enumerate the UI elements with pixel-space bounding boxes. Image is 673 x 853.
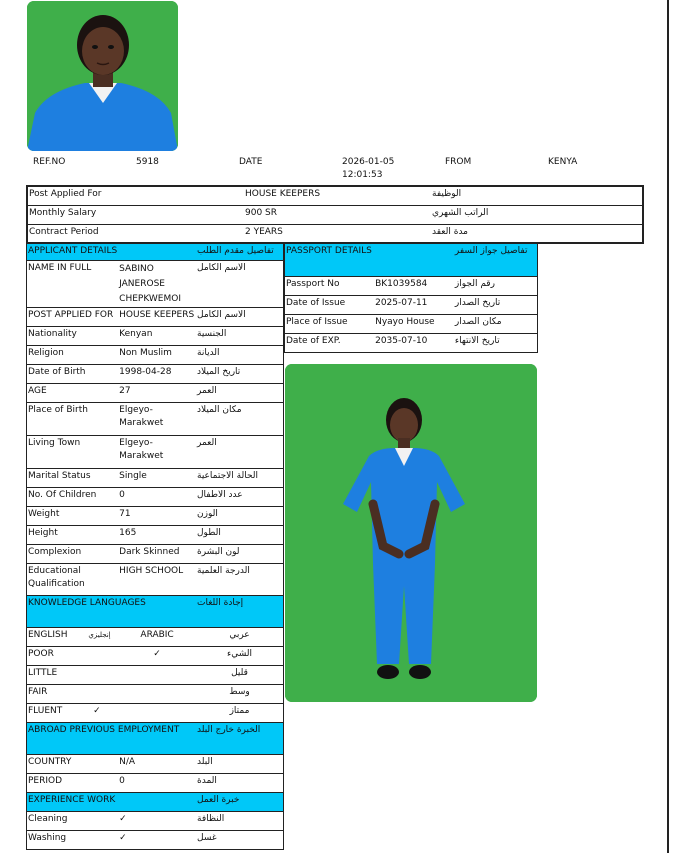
applicant-row [27,365,284,384]
applicant-row-label: Place of Birth [27,403,119,436]
language-level-label: LITTLE [27,666,119,685]
applicant-row-ar: الاسم الكامل [196,261,284,308]
applicant-row-ar: تاريخ الميلاد [196,365,284,384]
applicant-section-ar: تفاصيل مقدم الطلب [196,244,284,261]
passport-ar: رقم الجواز [454,277,538,296]
from-value: KENYA [548,157,578,167]
abroad-period-row [27,774,284,793]
applicant-row [27,526,284,545]
passport-ar: مكان الصدار [454,315,538,334]
salary-row [27,205,643,224]
applicant-row-label: Nationality [27,327,119,346]
passport-row [285,315,538,334]
post-ar: الوظيفة [431,186,643,205]
applicant-row-label: Educational Qualification [27,564,119,596]
passport-table [284,243,538,353]
language-level-ar: وسط [196,685,284,704]
portrait-photo [27,1,178,151]
passport-row [285,334,538,353]
passport-row [285,277,538,296]
applicant-row-value: 1998-04-28 [118,365,196,384]
language-level-ar: قليل [196,666,284,685]
applicant-row [27,308,284,327]
applicant-row-ar: الديانة [196,346,284,365]
applicant-row-ar: الحالة الاجتماعية [196,469,284,488]
experience-value: ✓ [118,831,196,850]
applicant-row-label: Height [27,526,119,545]
applicant-section-label: APPLICANT DETAILS [27,244,197,261]
language-level-row [27,704,284,723]
period-value: 0 [118,774,196,793]
languages-column-header [27,628,284,647]
passport-section-header [285,244,538,277]
applicant-row [27,488,284,507]
country-ar: البلد [196,755,284,774]
reference-header [0,156,673,184]
language-level-arabic [118,685,196,704]
language-level-row [27,666,284,685]
ref-label: REF.NO [33,157,66,167]
abroad-section-ar: الخبرة خارج البلد [196,723,284,755]
abroad-country-row [27,755,284,774]
applicant-row-value: Elgeyo-Marakwet [118,403,196,436]
contract-value: 2 YEARS [244,224,431,243]
experience-row [27,812,284,831]
date-value-time: 12:01:53 [342,170,383,180]
passport-label: Date of Issue [285,296,375,315]
post-row [27,186,643,205]
passport-value: BK1039584 [374,277,454,296]
applicant-row-label: POST APPLIED FOR [27,308,119,327]
applicant-row [27,346,284,365]
language-level-arabic [118,704,196,723]
passport-ar: تاريخ الصدار [454,296,538,315]
applicant-row [27,564,284,596]
date-label: DATE [239,157,263,167]
applicant-row-value: SABINO JANEROSE CHEPKWEMOI [118,261,196,308]
applicant-row-value: Non Muslim [118,346,196,365]
applicant-row [27,403,284,436]
applicant-row-value: 27 [118,384,196,403]
contract-row [27,224,643,243]
languages-section-ar: إجادة اللغات [196,596,284,628]
applicant-row-ar: لون البشرة [196,545,284,564]
country-value: N/A [118,755,196,774]
languages-section-label: KNOWLEDGE LANGUAGES [27,596,197,628]
from-label: FROM [445,157,472,167]
applicant-row [27,545,284,564]
passport-section-ar: تفاصيل جواز السفر [454,244,538,277]
language-level-fluent [27,704,119,723]
arabic-ar: عربي [196,628,284,647]
language-level-label: FAIR [27,685,119,704]
passport-section-label: PASSPORT DETAILS [285,244,454,277]
arabic-label: ARABIC [118,628,196,647]
job-table [26,185,644,244]
applicant-row-ar: عدد الاطفال [196,488,284,507]
period-label: PERIOD [27,774,119,793]
applicant-row [27,436,284,469]
applicant-row-label: Complexion [27,545,119,564]
applicant-row-ar: الوزن [196,507,284,526]
experience-section-ar: خبرة العمل [196,793,284,812]
applicant-row [27,261,284,308]
applicant-section-header [27,244,284,261]
experience-section-header [27,793,284,812]
applicant-row-label: No. Of Children [27,488,119,507]
applicant-row-value: HIGH SCHOOL [118,564,196,596]
applicant-row-ar: الجنسية [196,327,284,346]
applicant-row-ar: مكان الميلاد [196,403,284,436]
applicant-row-label: Date of Birth [27,365,119,384]
experience-label: Cleaning [27,812,119,831]
experience-ar: النظافة [196,812,284,831]
language-level-arabic [118,666,196,685]
applicant-row-label: Marital Status [27,469,119,488]
english-label: ENGLISH [28,630,68,640]
date-value [342,156,394,182]
applicant-row-ar: العمر [196,436,284,469]
language-level-ar: الشيء [196,647,284,666]
passport-label: Place of Issue [285,315,375,334]
english-ar: إنجليزي [88,631,111,639]
passport-row [285,296,538,315]
applicant-row-value: 0 [118,488,196,507]
full-body-photo [285,364,537,702]
page-right-border [667,0,669,853]
applicant-row-value: Elgeyo-Marakwet [118,436,196,469]
applicant-row [27,327,284,346]
country-label: COUNTRY [27,755,119,774]
salary-label: Monthly Salary [27,205,244,224]
applicant-row-label: Weight [27,507,119,526]
passport-ar: تاريخ الانتهاء [454,334,538,353]
experience-ar: غسل [196,831,284,850]
applicant-row-label: AGE [27,384,119,403]
experience-value: ✓ [118,812,196,831]
language-level-arabic: ✓ [118,647,196,666]
passport-value: Nyayo House [374,315,454,334]
english-column [27,628,119,647]
abroad-section-header [27,723,284,755]
contract-label: Contract Period [27,224,244,243]
applicant-row-ar: الدرجة العلمية [196,564,284,596]
applicant-row-value: 71 [118,507,196,526]
applicant-row-ar: العمر [196,384,284,403]
salary-ar: الراتب الشهري [431,205,643,224]
abroad-section-label: ABROAD PREVIOUS EMPLOYMENT [27,723,197,755]
applicant-row-label: Religion [27,346,119,365]
applicant-row-label: Living Town [27,436,119,469]
language-level-label: POOR [27,647,119,666]
passport-label: Passport No [285,277,375,296]
languages-section-header [27,596,284,628]
ref-value: 5918 [136,157,159,167]
applicant-row-value: HOUSE KEEPERS [118,308,196,327]
passport-value: 2025-07-11 [374,296,454,315]
applicant-row-value: Dark Skinned [118,545,196,564]
applicant-row-label: NAME IN FULL [27,261,119,308]
date-value-day: 2026-01-05 [342,157,395,167]
post-label: Post Applied For [27,186,244,205]
contract-ar: مدة العقد [431,224,643,243]
applicant-row-value: Single [118,469,196,488]
period-ar: المدة [196,774,284,793]
language-level-ar: ممتاز [196,704,284,723]
applicant-table [26,243,284,850]
language-level-row [27,647,284,666]
applicant-row [27,469,284,488]
applicant-row [27,384,284,403]
language-level-row [27,685,284,704]
applicant-row-value: Kenyan [118,327,196,346]
applicant-row-value: 165 [118,526,196,545]
language-level-label: FLUENT [28,706,63,716]
applicant-row-ar: الطول [196,526,284,545]
passport-label: Date of EXP. [285,334,375,353]
passport-value: 2035-07-10 [374,334,454,353]
applicant-row [27,507,284,526]
experience-label: Washing [27,831,119,850]
experience-section-label: EXPERIENCE WORK [27,793,197,812]
salary-value: 900 SR [244,205,431,224]
applicant-row-ar: الاسم الكامل [196,308,284,327]
post-value: HOUSE KEEPERS [244,186,431,205]
language-level-english: ✓ [93,706,101,716]
experience-row [27,831,284,850]
